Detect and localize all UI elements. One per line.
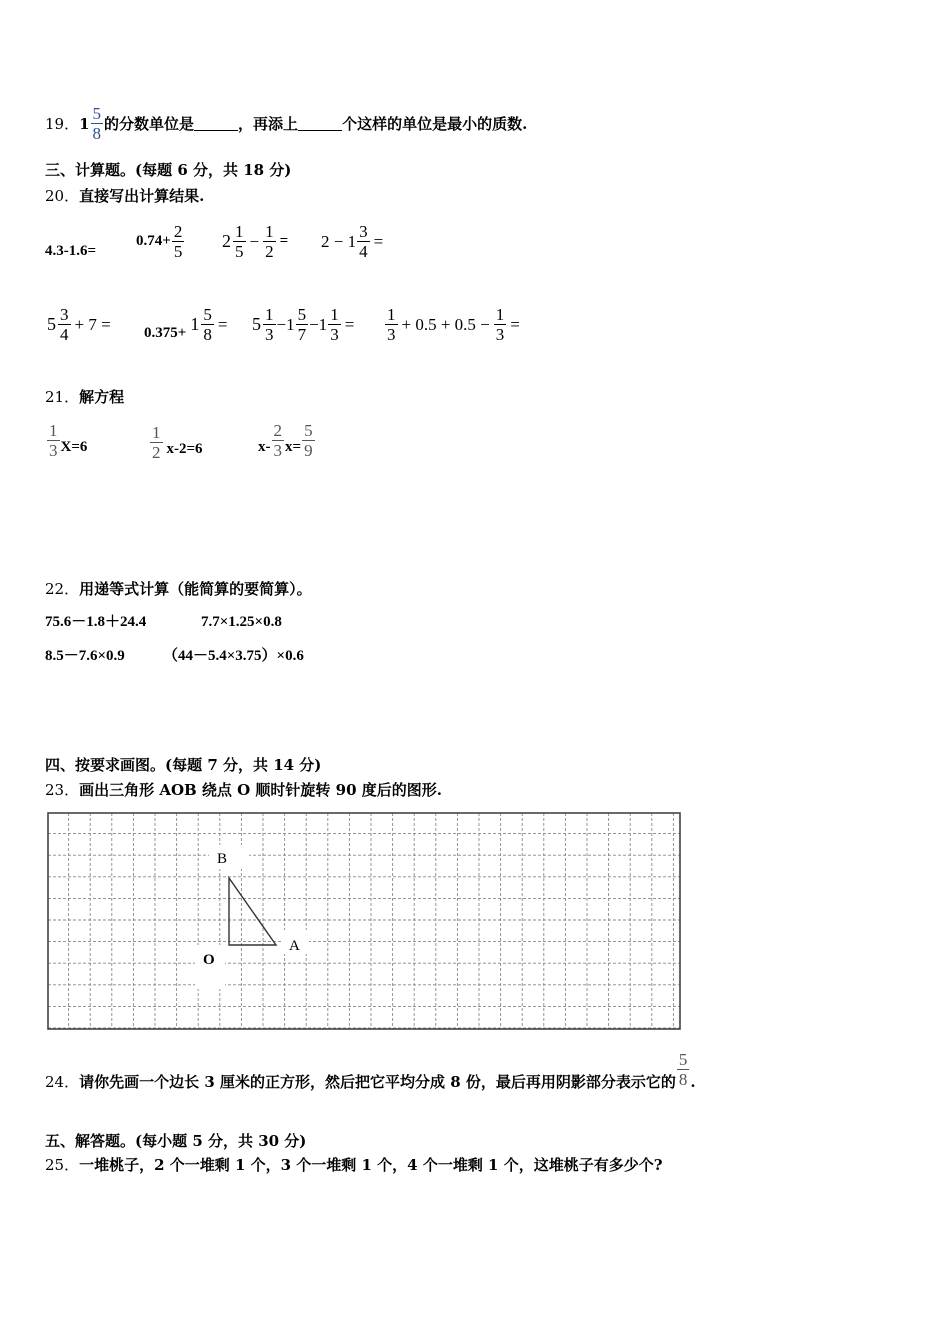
fraction-5-8: $\frac{5}{8}$ — [678, 1049, 688, 1089]
mixed-whole: 1 — [79, 114, 90, 133]
question-24: 24． 请你先画一个边长 3 厘米的正方形，然后把它平均分成 8 份，最后再用阴影部分表示它的 $\frac{5}{8}$ . — [45, 1049, 696, 1091]
label-b: B — [217, 851, 228, 867]
label-a: A — [289, 938, 300, 954]
question-text: ，再添上 — [238, 114, 299, 133]
fraction: $\frac{2}{5}$ — [173, 222, 183, 261]
question-number: 21． — [45, 388, 80, 406]
grid-svg — [47, 812, 681, 1030]
expr-1: 4.3-1.6= — [45, 243, 97, 259]
fraction-5-8: $\frac{5}{8}$ — [92, 104, 102, 143]
calc-expr-3: 8.5－7.6×0.9 — [45, 648, 125, 664]
question-text: 请你先画一个边长 3 厘米的正方形，然后把它平均分成 8 份，最后再用阴影部分表示它的 — [79, 1073, 676, 1091]
answer-blank[interactable] — [298, 116, 342, 131]
calc-expr-2: 7.7×1.25×0.8 — [201, 614, 282, 630]
calc-expr-4: （44－5.4×3.75）×0.6 — [163, 648, 304, 664]
equation-3: x- $\frac{2}{3}$ x= $\frac{5}{9}$ — [258, 421, 313, 460]
question-text: 个这样的单位是最小的质数. — [342, 114, 528, 133]
question-text: 用递等式计算（能简算的要简算）。 — [79, 580, 312, 598]
grid-lines — [48, 813, 680, 1029]
question-number: 20． — [45, 187, 80, 205]
question-21 — [45, 387, 124, 407]
question-number: 19． — [45, 114, 80, 133]
calc-expr-1: 75.6－1.8＋24.4 — [45, 614, 147, 630]
question-text: 画出三角形 AOB 绕点 O 顺时针旋转 90 度后的图形. — [79, 781, 442, 799]
question-22 — [45, 579, 312, 599]
expr-4: 2 − 1 $\frac{3}{4}$ = — [321, 222, 384, 261]
equation-2: $\frac{1}{2}$ x-2=6 — [152, 423, 203, 462]
grid-border — [48, 813, 680, 1029]
expr-7: 5 $\frac{1}{3}$ −1 $\frac{5}{7}$ −1 $\frac{1}{3}$ = — [252, 305, 355, 344]
question-number: 24． — [45, 1073, 80, 1091]
answer-blank[interactable] — [194, 116, 238, 131]
question-text: 一堆桃子，2 个一堆剩 1 个，3 个一堆剩 1 个，4 个一堆剩 1 个，这堆桃子有多少个? — [79, 1156, 663, 1174]
section-title: 五、解答题。(每小题 5 分，共 30 分) — [45, 1132, 307, 1150]
expr-5: 5 $\frac{3}{4}$ + 7 = — [47, 305, 111, 344]
section-title: 四、按要求画图。(每题 7 分，共 14 分) — [45, 756, 322, 774]
question-number: 23． — [45, 781, 80, 799]
triangle-aob — [229, 878, 276, 945]
question-23 — [45, 780, 442, 800]
question-25 — [45, 1155, 663, 1175]
label-bg — [209, 845, 249, 869]
question-text: 直接写出计算结果. — [79, 187, 205, 205]
label-o: O — [203, 952, 215, 968]
expr-6: 0.375+ 1 $\frac{5}{8}$ = — [144, 305, 228, 344]
question-number: 22． — [45, 580, 80, 598]
question-19 — [45, 104, 527, 143]
expr-3: 2 $\frac{1}{5}$ − $\frac{1}{2}$ = — [222, 222, 289, 261]
question-number: 25． — [45, 1156, 80, 1174]
expr-2: 0.74+ $\frac{2}{5}$ — [136, 222, 183, 261]
question-20 — [45, 186, 204, 206]
question-text: 解方程 — [79, 388, 125, 406]
equation-1: $\frac{1}{3}$ X=6 — [49, 421, 88, 460]
expr-8: $\frac{1}{3}$ + 0.5 + 0.5 − $\frac{1}{3}$ = — [387, 305, 520, 344]
question-text: 的分数单位是 — [104, 114, 195, 133]
section-title: 三、计算题。(每题 6 分，共 18 分) — [45, 161, 292, 179]
drawing-grid[interactable] — [47, 812, 681, 1030]
